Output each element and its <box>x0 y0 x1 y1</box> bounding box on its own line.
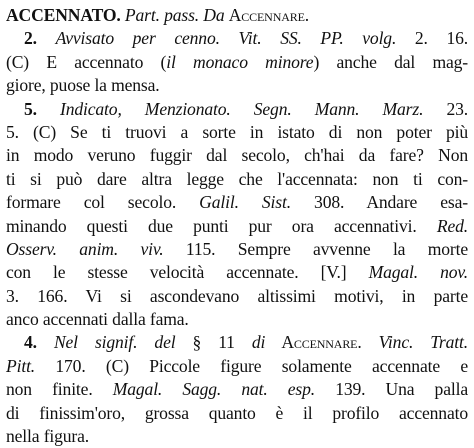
text-line: 3. 166. Vi si ascondevano altissimi motivi, in parte <box>6 285 468 306</box>
text-line: Pitt. 170. (C) Piccole figure solamente accennate e <box>6 355 468 376</box>
citation-source: Osserv. anim. viv. <box>6 238 164 259</box>
sense-number: 5. <box>24 98 61 119</box>
text-line: formare col secolo. Galil. Sist. 308. Andare esa- <box>6 192 468 213</box>
definition: Indicato, Menzionato. Segn. Mann. Marz. <box>60 98 424 119</box>
sense-number: 2. <box>24 28 56 49</box>
text-line: di finissim'oro, grossa quanto è il profilo accennato <box>6 402 468 423</box>
entry-header-line <box>6 4 468 27</box>
text-line: in modo veruno fuggir dal secolo, ch'hai da fare? Non <box>6 145 468 166</box>
citation-source: Magal. Sagg. nat. esp. <box>112 379 316 400</box>
text-line: anco accennati dalla fama. <box>6 309 189 330</box>
text-line: (C) E accennato (il monaco minore) anche dal mag- <box>6 51 468 72</box>
definition: Avvisato per cenno. Vit. SS. PP. volg. <box>55 28 397 49</box>
headword: ACCENNATO. <box>6 5 121 25</box>
sense-number: 4. <box>24 332 54 353</box>
citation-source: Vinc. Tratt. <box>378 332 468 353</box>
text-line: ti si può dare altra legge che l'accennata: non ti con- <box>6 168 468 189</box>
text-line: giore, puose la mensa. <box>6 75 160 96</box>
citation-source: Magal. nov. <box>368 262 468 283</box>
text-line: non finite. Magal. Sagg. nat. esp. 139. Una palla <box>6 379 468 400</box>
cross-reference: Accennare. <box>228 5 310 25</box>
text-line: con le stesse velocità accennate. [V.] Magal. nov. <box>6 262 468 283</box>
citation-source: Galil. Sist. <box>199 192 291 213</box>
text-line: nella figura. <box>6 426 90 447</box>
definition: Nel signif. del <box>53 332 176 353</box>
text-line: 5. (C) Se ti truovi a sorte in istato di non poter più <box>6 121 468 142</box>
text-line: minando questi due punti pur ora accennativi. Red. <box>6 215 468 236</box>
citation-ref: 2. 16. <box>396 28 468 49</box>
citation-source: Red. <box>436 215 468 236</box>
cross-reference: Accennare. <box>265 332 379 353</box>
text-line <box>6 27 468 50</box>
citation-source: Pitt. <box>6 355 36 376</box>
part-of-speech: Part. pass. Da <box>124 5 225 25</box>
text-line: 5. Indicato, Menzionato. Segn. Mann. Marz. 23. <box>24 98 468 119</box>
text-line: Osserv. anim. viv. 115. Sempre avvenne la morte <box>6 238 468 259</box>
text-line: 4. Nel signif. del § 11 di Accennare. Vinc. Tratt. <box>24 332 468 353</box>
